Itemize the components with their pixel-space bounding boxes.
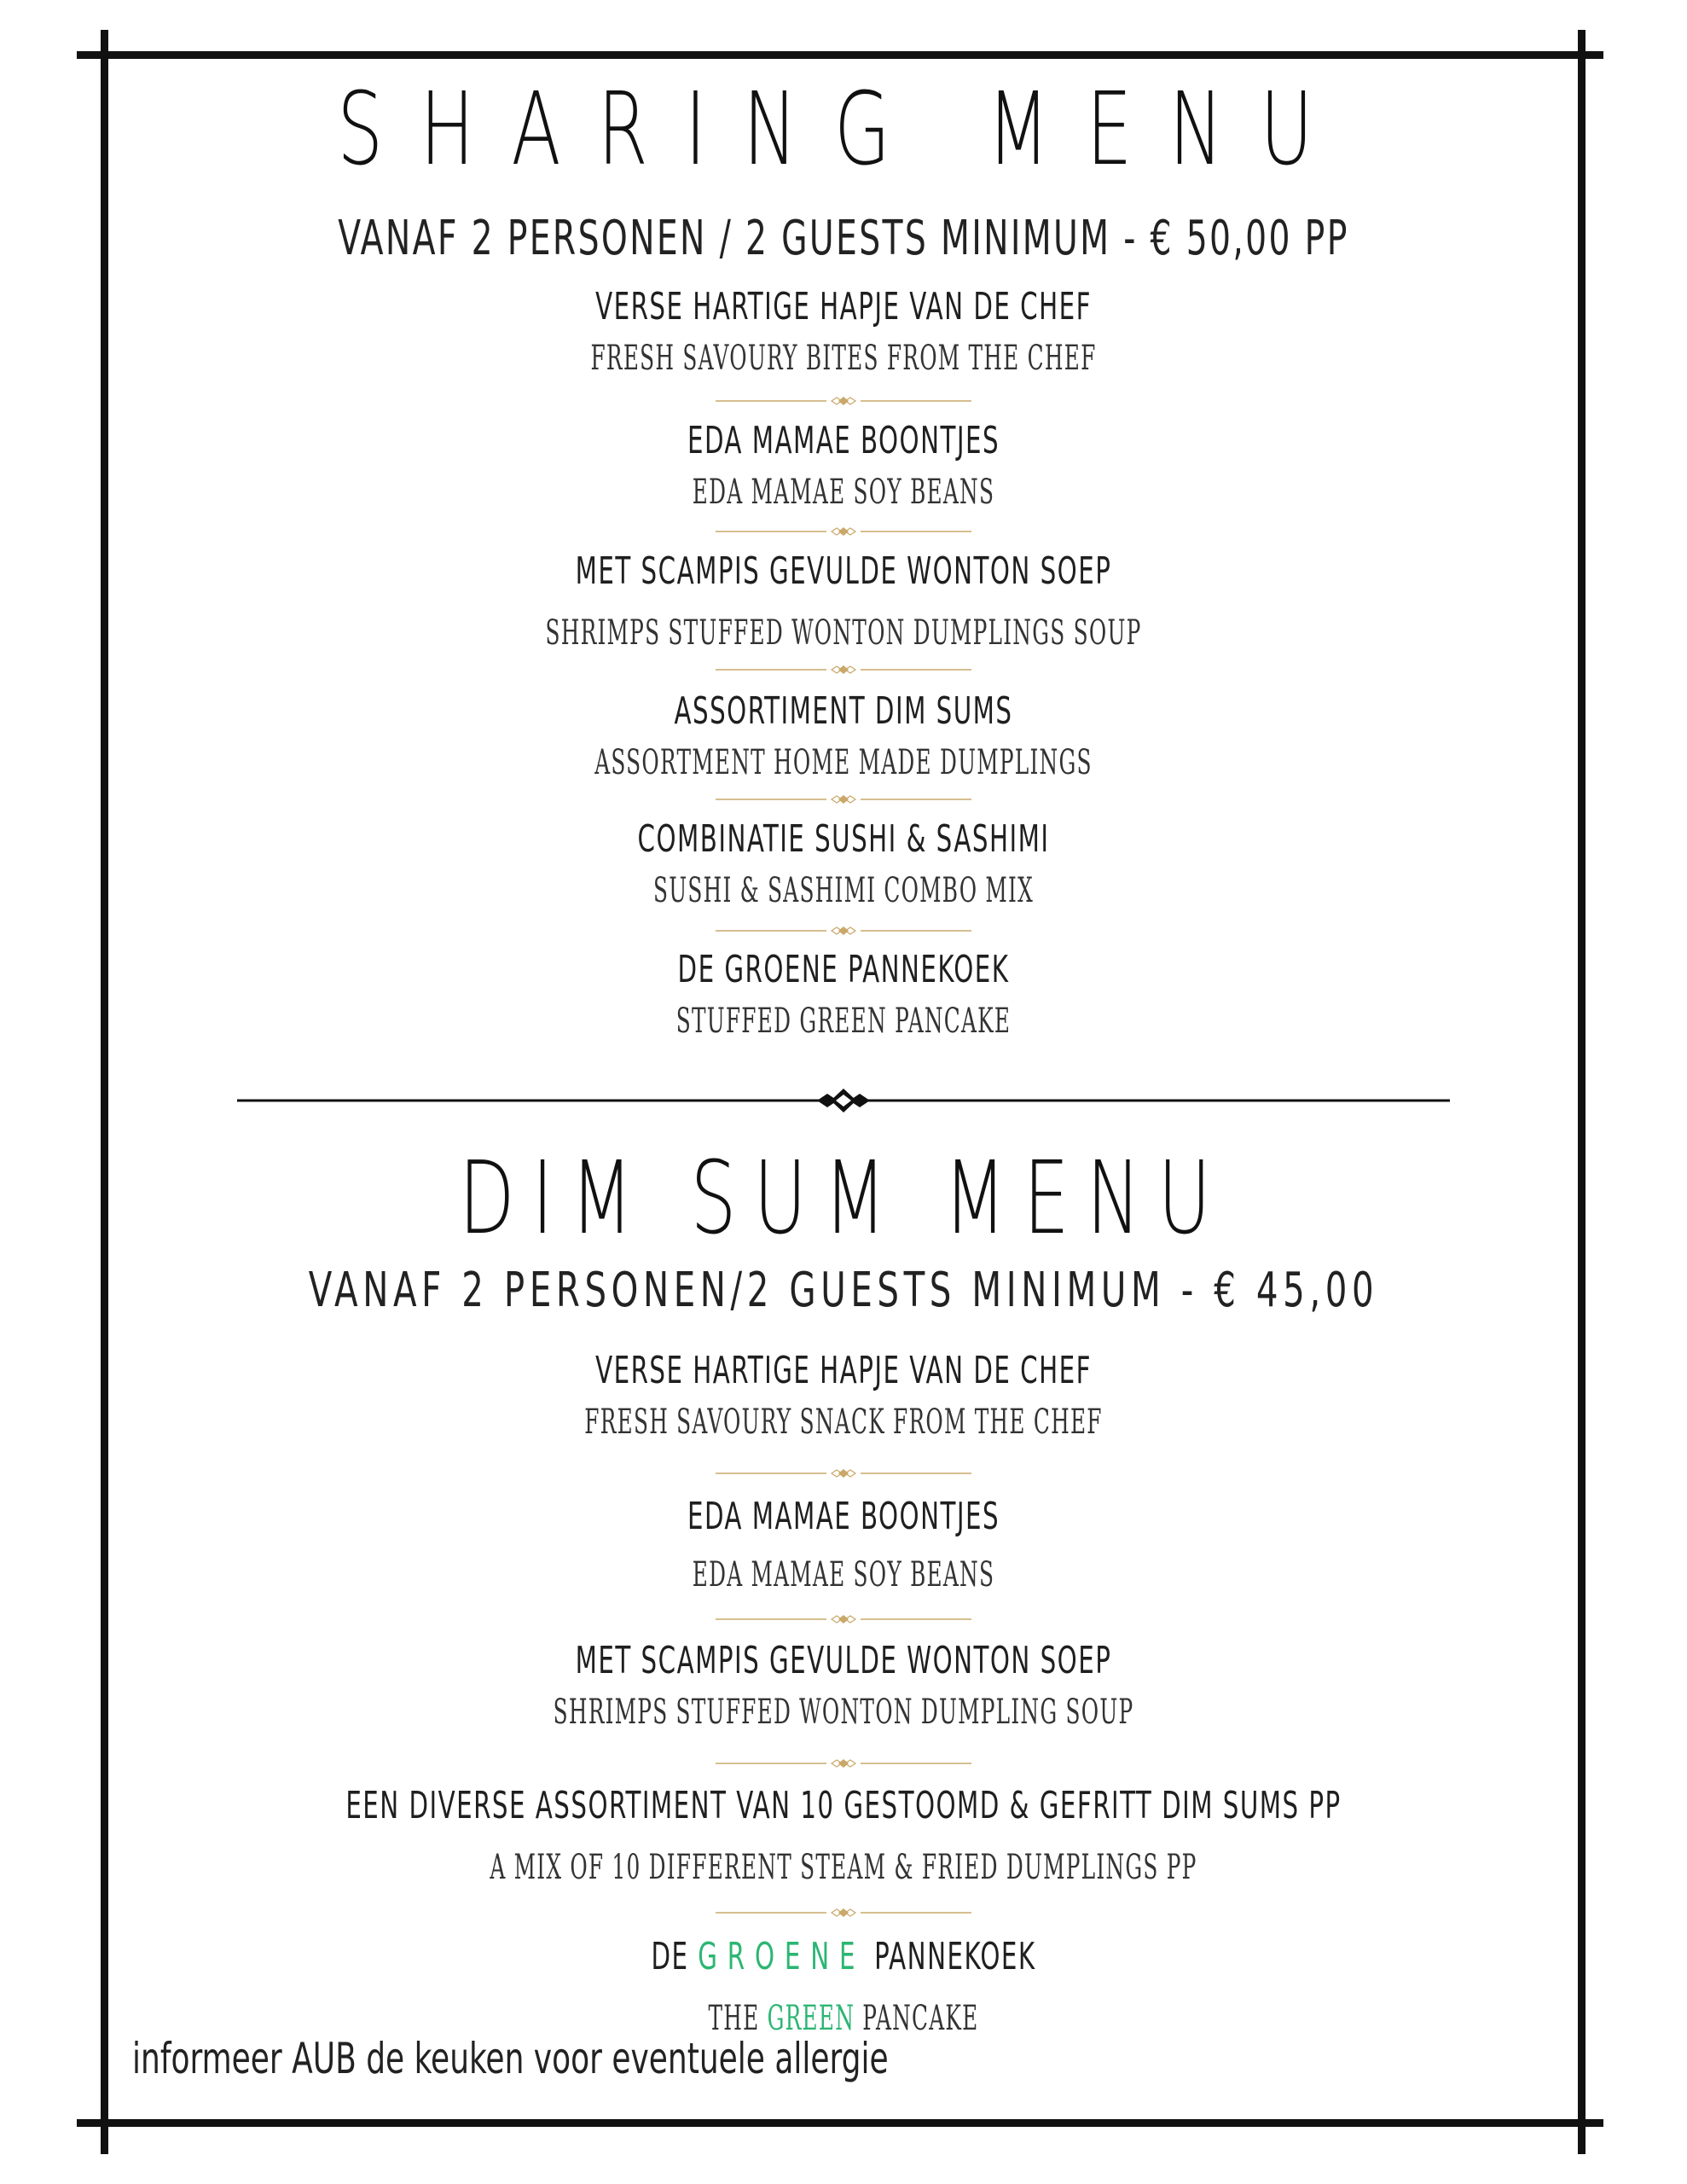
dimsum-item-nl: EEN DIVERSE ASSORTIMENT VAN 10 GESTOOMD & GEFRITT DIM SUMS PP xyxy=(345,1784,1342,1827)
section-divider xyxy=(237,1083,1450,1118)
ornament-divider xyxy=(716,527,971,536)
dimsum-item-green-pancake xyxy=(0,1935,1687,2038)
sharing-item xyxy=(0,817,1687,910)
ornament-divider xyxy=(716,795,971,804)
sharing-item-en: STUFFED GREEN PANCAKE xyxy=(675,1002,1012,1041)
sharing-item-en: FRESH SAVOURY BITES FROM THE CHEF xyxy=(590,339,1097,378)
text-pannekoek: PANNEKOEK xyxy=(874,1935,1036,1978)
ornament-divider xyxy=(716,665,971,674)
ornament-divider xyxy=(716,1469,971,1478)
ornament-divider xyxy=(716,1615,971,1623)
allergy-note: informeer AUB de keuken voor eventuele allergie xyxy=(132,2034,889,2083)
dimsum-item xyxy=(0,1784,1687,1887)
sharing-item xyxy=(0,285,1687,378)
sharing-item-nl: COMBINATIE SUSHI & SASHIMI xyxy=(637,817,1050,861)
dimsum-item-nl: VERSE HARTIGE HAPJE VAN DE CHEF xyxy=(595,1349,1092,1392)
ornament-divider xyxy=(716,1908,971,1917)
dimsum-item-nl: MET SCAMPIS GEVULDE WONTON SOEP xyxy=(575,1639,1112,1682)
dimsum-menu-subtitle: VANAF 2 PERSONEN/2 GUESTS MINIMUM - € 45,00 xyxy=(308,1263,1379,1318)
sharing-item-nl: ASSORTIMENT DIM SUMS xyxy=(674,689,1013,733)
text-green-accent: GREEN xyxy=(767,1999,855,2038)
frame-top-line xyxy=(77,51,1603,59)
dimsum-item-nl xyxy=(219,1935,1468,1978)
sharing-item xyxy=(0,419,1687,512)
dimsum-item-en xyxy=(321,2001,1366,2036)
dimsum-item-en: A MIX OF 10 DIFFERENT STEAM & FRIED DUMPLINGS PP xyxy=(490,1848,1197,1887)
sharing-item-en: SUSHI & SASHIMI COMBO MIX xyxy=(653,871,1034,910)
sharing-item-nl: EDA MAMAE BOONTJES xyxy=(687,419,1000,462)
sharing-item xyxy=(0,549,1687,653)
sharing-item-en: EDA MAMAE SOY BEANS xyxy=(692,473,995,512)
sharing-item-nl: VERSE HARTIGE HAPJE VAN DE CHEF xyxy=(595,285,1092,328)
sharing-menu-subtitle: VANAF 2 PERSONEN / 2 GUESTS MINIMUM - € 50,00 PP xyxy=(338,211,1349,266)
sharing-item xyxy=(0,948,1687,1041)
text-de: DE xyxy=(651,1935,689,1978)
ornament-divider xyxy=(716,397,971,405)
sharing-item-en: ASSORTMENT HOME MADE DUMPLINGS xyxy=(594,743,1093,782)
sharing-item-en: SHRIMPS STUFFED WONTON DUMPLINGS SOUP xyxy=(545,613,1142,653)
dimsum-item xyxy=(0,1495,1687,1594)
sharing-item xyxy=(0,689,1687,782)
dimsum-item-nl: EDA MAMAE BOONTJES xyxy=(687,1495,1000,1538)
text-pancake: PANCAKE xyxy=(862,1999,979,2038)
frame-bottom-line xyxy=(77,2119,1603,2127)
dimsum-item xyxy=(0,1639,1687,1732)
dimsum-menu-title: DIM SUM MENU xyxy=(459,1139,1228,1257)
text-the: THE xyxy=(708,1999,760,2038)
sharing-item-nl: MET SCAMPIS GEVULDE WONTON SOEP xyxy=(575,549,1112,593)
dimsum-item xyxy=(0,1349,1687,1442)
dimsum-item-en: EDA MAMAE SOY BEANS xyxy=(692,1555,995,1594)
text-groene-accent: GROENE xyxy=(698,1935,866,1978)
ornament-divider xyxy=(716,1759,971,1768)
ornament-divider xyxy=(716,926,971,935)
sharing-menu-title: SHARING MENU xyxy=(337,70,1350,188)
sharing-item-nl: DE GROENE PANNEKOEK xyxy=(677,948,1010,991)
dimsum-item-en: FRESH SAVOURY SNACK FROM THE CHEF xyxy=(584,1403,1103,1442)
dimsum-item-en: SHRIMPS STUFFED WONTON DUMPLING SOUP xyxy=(553,1693,1134,1732)
